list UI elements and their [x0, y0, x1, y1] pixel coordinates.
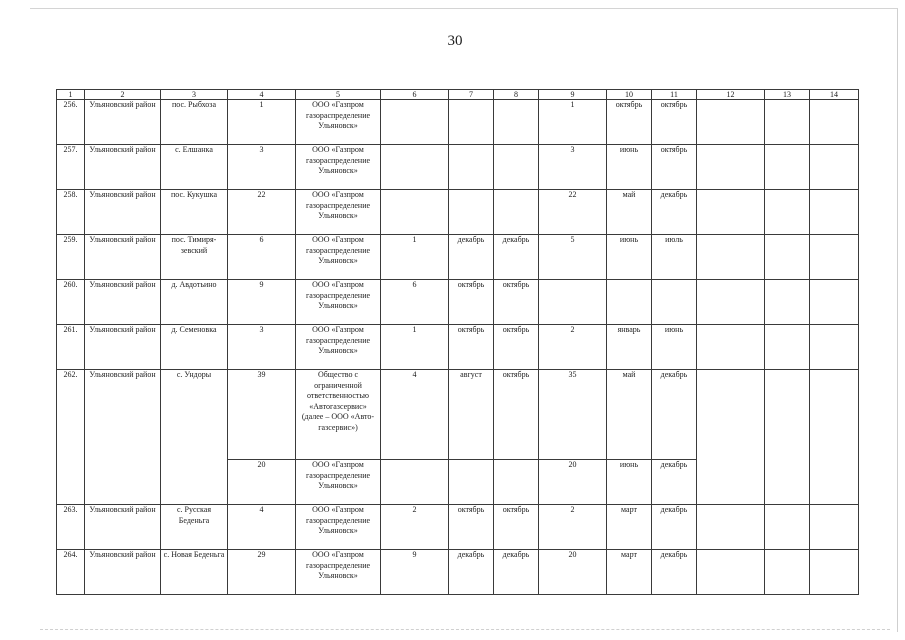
- month-cell: август: [449, 370, 494, 460]
- empty-cell: [697, 505, 765, 550]
- row-number: 261.: [57, 325, 85, 370]
- count-cell: 1: [381, 235, 449, 280]
- count-cell: 4: [381, 370, 449, 460]
- month-cell: октябрь: [449, 280, 494, 325]
- month-cell: октябрь: [652, 100, 697, 145]
- month-cell: декабрь: [449, 235, 494, 280]
- count-cell: 3: [228, 145, 296, 190]
- table-row: [57, 280, 859, 325]
- count-cell: 22: [539, 190, 607, 235]
- empty-cell: [765, 325, 810, 370]
- locality-cell: с. Русская Беденьга: [161, 505, 228, 550]
- col-header: 8: [494, 90, 539, 100]
- count-cell: 2: [539, 505, 607, 550]
- col-header: 3: [161, 90, 228, 100]
- month-cell: март: [607, 550, 652, 595]
- month-cell: май: [607, 190, 652, 235]
- count-cell: 6: [381, 280, 449, 325]
- count-cell: 22: [228, 190, 296, 235]
- col-header: 13: [765, 90, 810, 100]
- month-cell: декабрь: [652, 190, 697, 235]
- count-cell: 1: [228, 100, 296, 145]
- month-cell: [494, 460, 539, 505]
- organization-cell: ООО «Газпром газораспределение Ульяновск»: [296, 325, 381, 370]
- organization-cell: ООО «Газпром газораспределение Ульяновск»: [296, 460, 381, 505]
- empty-cell: [765, 100, 810, 145]
- district-cell: Ульяновский район: [85, 145, 161, 190]
- district-cell: Ульяновский район: [85, 190, 161, 235]
- count-cell: [539, 280, 607, 325]
- district-cell: Ульяновский район: [85, 550, 161, 595]
- locality-cell: пос. Кукушка: [161, 190, 228, 235]
- count-cell: [381, 460, 449, 505]
- table-row: [57, 550, 859, 595]
- month-cell: октябрь: [449, 505, 494, 550]
- count-cell: 3: [228, 325, 296, 370]
- table-row: [57, 505, 859, 550]
- count-cell: 35: [539, 370, 607, 460]
- column-number-row: [57, 90, 859, 100]
- empty-cell: [765, 145, 810, 190]
- table-row: [57, 100, 859, 145]
- table-row: [57, 235, 859, 280]
- count-cell: 20: [228, 460, 296, 505]
- month-cell: июнь: [607, 460, 652, 505]
- month-cell: декабрь: [652, 460, 697, 505]
- organization-cell: ООО «Газпром газораспределение Ульяновск»: [296, 235, 381, 280]
- table-row: [57, 325, 859, 370]
- empty-cell: [765, 190, 810, 235]
- district-cell: Ульяновский район: [85, 325, 161, 370]
- col-header: 6: [381, 90, 449, 100]
- month-cell: март: [607, 505, 652, 550]
- empty-cell: [765, 505, 810, 550]
- row-number: 264.: [57, 550, 85, 595]
- month-cell: декабрь: [494, 235, 539, 280]
- empty-cell: [765, 235, 810, 280]
- empty-cell: [697, 235, 765, 280]
- table-row: [57, 145, 859, 190]
- locality-cell: пос. Рыбхоза: [161, 100, 228, 145]
- month-cell: [652, 280, 697, 325]
- col-header: 5: [296, 90, 381, 100]
- locality-cell: пос. Тимирязевский: [161, 235, 228, 280]
- count-cell: 1: [539, 100, 607, 145]
- district-cell: Ульяновский район: [85, 100, 161, 145]
- row-number: 263.: [57, 505, 85, 550]
- month-cell: январь: [607, 325, 652, 370]
- organization-cell: ООО «Газпром газораспределение Ульяновск»: [296, 280, 381, 325]
- locality-cell: с. Новая Беденьга: [161, 550, 228, 595]
- count-cell: [381, 190, 449, 235]
- month-cell: декабрь: [652, 370, 697, 460]
- empty-cell: [810, 370, 859, 505]
- month-cell: октябрь: [494, 325, 539, 370]
- count-cell: 5: [539, 235, 607, 280]
- empty-cell: [810, 505, 859, 550]
- month-cell: [449, 460, 494, 505]
- count-cell: 2: [539, 325, 607, 370]
- count-cell: 39: [228, 370, 296, 460]
- empty-cell: [697, 370, 765, 505]
- organization-cell: ООО «Газпром газораспределение Ульяновск»: [296, 145, 381, 190]
- col-header: 12: [697, 90, 765, 100]
- month-cell: [449, 190, 494, 235]
- count-cell: 3: [539, 145, 607, 190]
- count-cell: 9: [381, 550, 449, 595]
- empty-cell: [697, 190, 765, 235]
- month-cell: декабрь: [494, 550, 539, 595]
- month-cell: май: [607, 370, 652, 460]
- table-row: [57, 370, 859, 460]
- col-header: 10: [607, 90, 652, 100]
- empty-cell: [810, 325, 859, 370]
- empty-cell: [810, 190, 859, 235]
- empty-cell: [810, 550, 859, 595]
- empty-cell: [765, 370, 810, 505]
- count-cell: 6: [228, 235, 296, 280]
- month-cell: декабрь: [652, 505, 697, 550]
- organization-cell: Общество с ограниченной ответственностью «Автогазсервис» (далее – ООО «Автогазсервис»): [296, 370, 381, 460]
- empty-cell: [697, 280, 765, 325]
- month-cell: [449, 145, 494, 190]
- count-cell: 4: [228, 505, 296, 550]
- col-header: 9: [539, 90, 607, 100]
- gasification-table: [56, 89, 859, 595]
- empty-cell: [810, 100, 859, 145]
- count-cell: [381, 145, 449, 190]
- col-header: 1: [57, 90, 85, 100]
- row-number: 258.: [57, 190, 85, 235]
- empty-cell: [810, 145, 859, 190]
- district-cell: Ульяновский район: [85, 370, 161, 505]
- empty-cell: [810, 280, 859, 325]
- district-cell: Ульяновский район: [85, 235, 161, 280]
- col-header: 14: [810, 90, 859, 100]
- row-number: 257.: [57, 145, 85, 190]
- month-cell: октябрь: [494, 370, 539, 460]
- count-cell: 2: [381, 505, 449, 550]
- count-cell: 20: [539, 550, 607, 595]
- row-number: 262.: [57, 370, 85, 505]
- count-cell: 20: [539, 460, 607, 505]
- month-cell: октябрь: [652, 145, 697, 190]
- month-cell: июнь: [652, 325, 697, 370]
- organization-cell: ООО «Газпром газораспределение Ульяновск»: [296, 100, 381, 145]
- count-cell: [381, 100, 449, 145]
- col-header: 4: [228, 90, 296, 100]
- month-cell: декабрь: [652, 550, 697, 595]
- count-cell: 9: [228, 280, 296, 325]
- empty-cell: [765, 550, 810, 595]
- month-cell: декабрь: [449, 550, 494, 595]
- page-number: 30: [447, 33, 463, 49]
- month-cell: октябрь: [494, 280, 539, 325]
- count-cell: 29: [228, 550, 296, 595]
- col-header: 7: [449, 90, 494, 100]
- locality-cell: д. Авдотьино: [161, 280, 228, 325]
- month-cell: [607, 280, 652, 325]
- row-number: 259.: [57, 235, 85, 280]
- table-row: [57, 190, 859, 235]
- month-cell: [494, 145, 539, 190]
- district-cell: Ульяновский район: [85, 505, 161, 550]
- count-cell: 1: [381, 325, 449, 370]
- col-header: 2: [85, 90, 161, 100]
- empty-cell: [697, 550, 765, 595]
- month-cell: [449, 100, 494, 145]
- month-cell: октябрь: [494, 505, 539, 550]
- empty-cell: [697, 325, 765, 370]
- empty-cell: [697, 100, 765, 145]
- row-number: 256.: [57, 100, 85, 145]
- organization-cell: ООО «Газпром газораспределение Ульяновск»: [296, 505, 381, 550]
- locality-cell: с. Ундоры: [161, 370, 228, 505]
- col-header: 11: [652, 90, 697, 100]
- month-cell: октябрь: [449, 325, 494, 370]
- empty-cell: [697, 145, 765, 190]
- empty-cell: [765, 280, 810, 325]
- locality-cell: с. Елшанка: [161, 145, 228, 190]
- empty-cell: [810, 235, 859, 280]
- month-cell: июнь: [607, 235, 652, 280]
- organization-cell: ООО «Газпром газораспределение Ульяновск»: [296, 190, 381, 235]
- month-cell: июль: [652, 235, 697, 280]
- month-cell: июнь: [607, 145, 652, 190]
- month-cell: [494, 100, 539, 145]
- month-cell: октябрь: [607, 100, 652, 145]
- row-number: 260.: [57, 280, 85, 325]
- scan-artifact-line: [40, 629, 890, 630]
- locality-cell: д. Семеновка: [161, 325, 228, 370]
- district-cell: Ульяновский район: [85, 280, 161, 325]
- month-cell: [494, 190, 539, 235]
- organization-cell: ООО «Газпром газораспределение Ульяновск»: [296, 550, 381, 595]
